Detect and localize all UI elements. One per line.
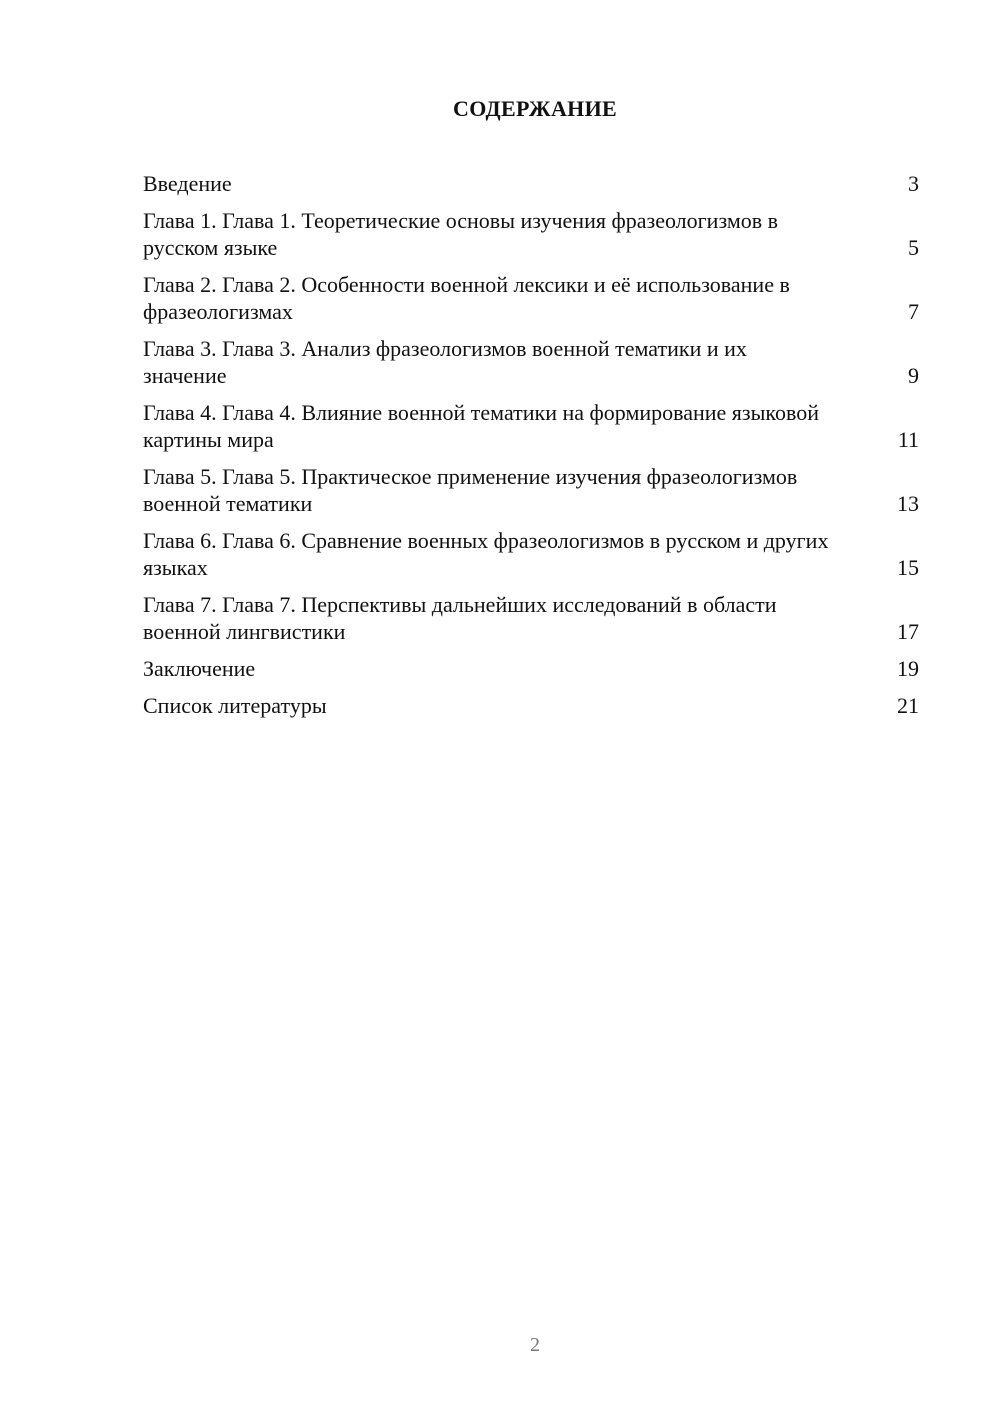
toc-entry-chapter-6	[143, 527, 919, 581]
toc-title: СОДЕРЖАНИЕ	[453, 96, 617, 121]
toc-entry-text: Глава 5. Глава 5. Практическое применение изучения фразеологизмов военной тематики	[143, 464, 798, 516]
toc-entry-page: 21	[897, 693, 919, 718]
toc-entry-conclusion	[143, 655, 919, 682]
toc-entry-text: Заключение	[143, 656, 256, 681]
toc-entry-page: 15	[897, 555, 919, 580]
toc-entry-introduction	[143, 170, 919, 197]
toc-entry-page: 11	[897, 427, 919, 452]
table-of-contents	[143, 170, 919, 729]
toc-entry-text: Глава 4. Глава 4. Влияние военной тематики на формирование языковой картины мира	[143, 400, 819, 452]
toc-entry-text: Глава 1. Глава 1. Теоретические основы изучения фразеологизмов в русском языке	[143, 208, 779, 260]
toc-entry-page: 19	[897, 656, 919, 681]
toc-entry-text: Введение	[143, 171, 232, 196]
toc-entry-page: 17	[897, 619, 919, 644]
toc-entry-references	[143, 692, 919, 719]
page-number: 2	[530, 1334, 540, 1356]
toc-entry-page: 5	[908, 235, 919, 260]
toc-entry-page: 3	[908, 171, 919, 196]
toc-entry-page: 13	[897, 491, 919, 516]
toc-entry-text: Глава 6. Глава 6. Сравнение военных фразеологизмов в русском и других языках	[143, 528, 829, 580]
toc-entry-chapter-7	[143, 591, 919, 645]
toc-entry-page: 9	[908, 363, 919, 388]
toc-entry-text: Глава 7. Глава 7. Перспективы дальнейших исследований в области военной лингвистики	[143, 592, 777, 644]
toc-entry-text: Глава 3. Глава 3. Анализ фразеологизмов военной тематики и их значение	[143, 336, 747, 388]
toc-entry-page: 7	[908, 299, 919, 324]
toc-entry-chapter-3	[143, 335, 919, 389]
toc-entry-chapter-4	[143, 399, 919, 453]
toc-entry-chapter-2	[143, 271, 919, 325]
toc-entry-text: Глава 2. Глава 2. Особенности военной лексики и её использование в фразеологизмах	[143, 272, 790, 324]
toc-entry-chapter-1	[143, 207, 919, 261]
toc-entry-chapter-5	[143, 463, 919, 517]
toc-entry-text: Список литературы	[143, 693, 327, 718]
